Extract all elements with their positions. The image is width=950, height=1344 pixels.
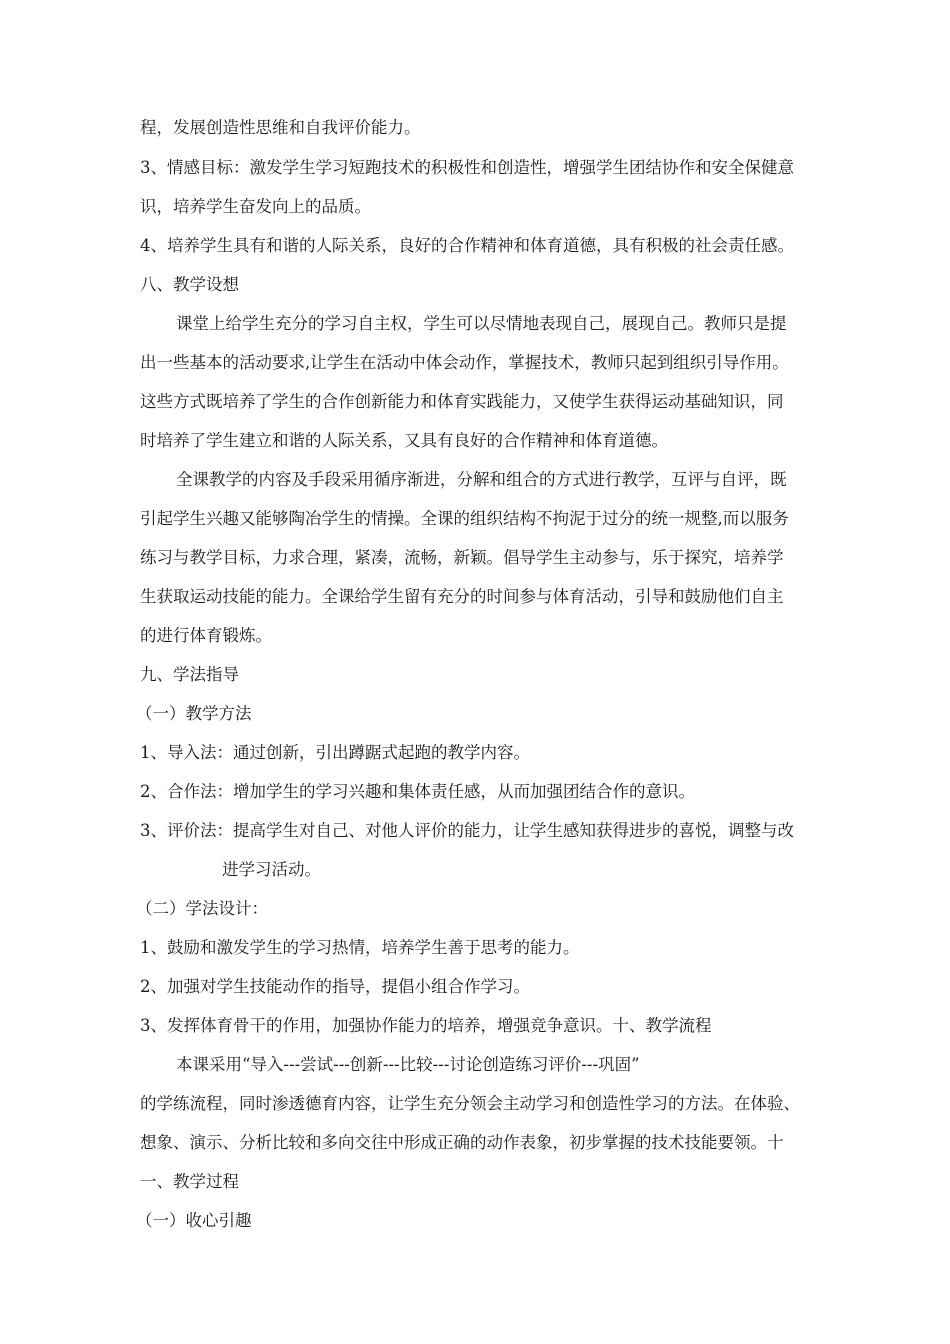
paragraph-line: 的学练流程，同时渗透德育内容，让学生充分领会主动学习和创造性学习的方法。在体验、: [140, 1094, 800, 1113]
list-item: 1、鼓励和激发学生的学习热情，培养学生善于思考的能力。: [140, 938, 580, 957]
text-line: 3、情感目标：激发学生学习短跑技术的积极性和创造性，增强学生团结协作和安全保健意: [140, 158, 794, 177]
list-item: 2、加强对学生技能动作的指导，提倡小组合作学习。: [140, 977, 530, 996]
subsection-heading: （二）学法设计：: [136, 899, 268, 918]
paragraph-line: 时培养了学生建立和谐的人际关系，又具有良好的合作精神和体育道德。: [140, 431, 668, 450]
section-heading: 八、教学设想: [140, 275, 239, 294]
paragraph-line: 课堂上给学生充分的学习自主权，学生可以尽情地表现自己，展现自己。教师只是提: [176, 314, 787, 333]
list-item: 1、导入法：通过创新，引出蹲踞式起跑的教学内容。: [140, 743, 530, 762]
list-item: 3、评价法：提高学生对自己、对他人评价的能力，让学生感知获得进步的喜悦，调整与改: [140, 821, 794, 840]
paragraph-line: 全课教学的内容及手段采用循序渐进，分解和组合的方式进行教学，互评与自评，既: [176, 470, 787, 489]
paragraph-line: 出一些基本的活动要求,让学生在活动中体会动作，掌握技术，教师只起到组织引导作用。: [140, 353, 789, 372]
list-item: 3、发挥体育骨干的作用，加强协作能力的培养，增强竞争意识。十、教学流程: [140, 1016, 712, 1035]
paragraph-line: 想象、演示、分析比较和多向交往中形成正确的动作表象，初步掌握的技术技能要领。十: [140, 1133, 784, 1152]
paragraph-line: 这些方式既培养了学生的合作创新能力和体育实践能力，又使学生获得运动基础知识，同: [140, 392, 784, 411]
text-line: 程，发展创造性思维和自我评价能力。: [140, 118, 421, 137]
section-heading: 一、教学过程: [140, 1172, 239, 1191]
paragraph-line: 本课采用“导入---尝试---创新---比较---讨论创造练习评价---巩固”: [176, 1055, 640, 1074]
subsection-heading: （一）教学方法: [136, 704, 252, 723]
paragraph-line: 引起学生兴趣又能够陶冶学生的情操。全课的组织结构不拘泥于过分的统一规整,而以服务: [140, 509, 789, 528]
section-heading: 九、学法指导: [140, 665, 239, 684]
paragraph-line: 生获取运动技能的能力。全课给学生留有充分的时间参与体育活动，引导和鼓励他们自主: [140, 587, 784, 606]
list-item-continuation: 进学习活动。: [222, 860, 321, 879]
paragraph-line: 练习与教学目标，力求合理，紧凑，流畅，新颖。倡导学生主动参与，乐于探究，培养学: [140, 548, 784, 567]
subsection-heading: （一）收心引趣: [136, 1211, 252, 1230]
list-item: 2、合作法：增加学生的学习兴趣和集体责任感，从而加强团结合作的意识。: [140, 782, 695, 801]
text-line: 识，培养学生奋发向上的品质。: [140, 197, 371, 216]
paragraph-line: 的进行体育锻炼。: [140, 626, 272, 645]
text-line: 4、培养学生具有和谐的人际关系，良好的合作精神和体育道德，具有积极的社会责任感。: [140, 236, 794, 255]
